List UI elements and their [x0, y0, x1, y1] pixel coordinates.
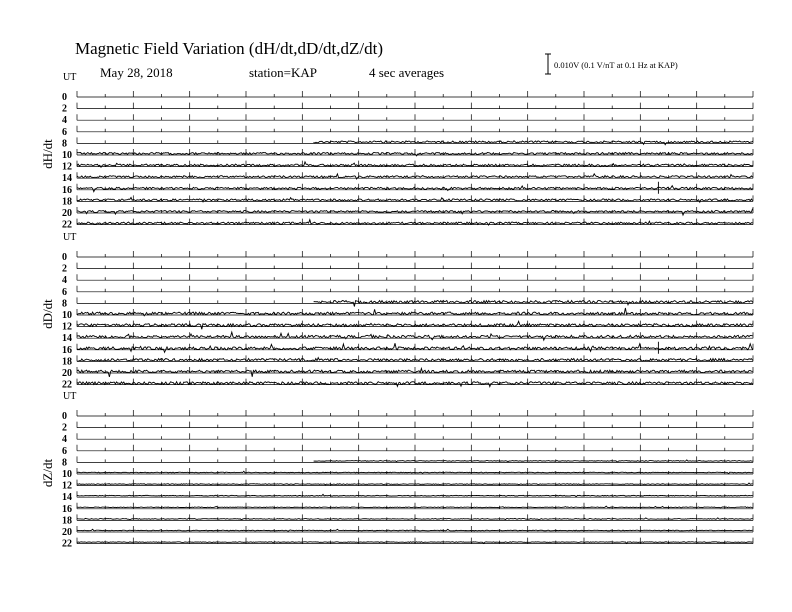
hour-label: 12: [62, 161, 72, 173]
hour-label: 22: [62, 219, 72, 231]
axis-line: [77, 367, 753, 373]
panel-1: [40, 72, 753, 231]
hour-label: 20: [62, 368, 72, 379]
axis-line: [77, 445, 753, 451]
axis-line: [77, 103, 753, 109]
hour-label: 4: [62, 434, 67, 446]
hour-label: 20: [62, 208, 72, 219]
scale-bar-label: 0.010V (0.1 V/nT at 0.1 Hz at KAP): [554, 60, 678, 70]
panels-group: [40, 72, 753, 550]
hour-label: 2: [62, 263, 67, 275]
hour-label: 20: [62, 527, 72, 538]
chart-date: May 28, 2018: [100, 65, 173, 80]
axis-line: [77, 468, 753, 474]
hour-label: 22: [62, 538, 72, 550]
hour-label: 8: [62, 298, 67, 310]
hour-label: 6: [62, 445, 67, 457]
ut-label: UT: [63, 232, 77, 243]
hour-label: 6: [62, 126, 67, 138]
axis-line: [77, 286, 753, 292]
panel-2: [40, 232, 753, 391]
hour-label: 2: [62, 422, 67, 434]
hour-label: 14: [62, 492, 72, 504]
hour-label: 10: [62, 469, 72, 480]
hour-label: 4: [62, 115, 67, 127]
axis-line: [77, 526, 753, 532]
axis-line: [77, 456, 753, 462]
panel-label: dH/dt: [40, 139, 55, 169]
axis-line: [77, 251, 753, 257]
hour-label: 4: [62, 275, 67, 287]
hour-label: 6: [62, 286, 67, 298]
axis-line: [77, 491, 753, 497]
hour-label: 18: [62, 515, 72, 527]
hour-label: 22: [62, 379, 72, 391]
data-trace: [314, 141, 753, 145]
axis-line: [77, 480, 753, 486]
axis-line: [77, 433, 753, 439]
hour-label: 16: [62, 184, 72, 196]
hour-label: 10: [62, 150, 72, 161]
hour-label: 0: [62, 92, 67, 103]
hour-label: 0: [62, 252, 67, 263]
ut-label: UT: [63, 391, 77, 402]
chart-title: Magnetic Field Variation (dH/dt,dD/dt,dZ/dt): [75, 39, 384, 58]
station-label: station=KAP: [249, 65, 318, 80]
axis-line: [77, 321, 753, 327]
hour-label: 14: [62, 333, 72, 345]
data-trace: [77, 342, 753, 354]
axis-line: [77, 263, 753, 269]
axis-line: [77, 126, 753, 132]
hour-label: 12: [62, 321, 72, 333]
scale-bar: [545, 54, 551, 74]
hour-label: 0: [62, 411, 67, 422]
hour-label: 8: [62, 457, 67, 469]
ut-label: UT: [63, 72, 77, 83]
axis-line: [77, 422, 753, 428]
hour-label: 14: [62, 173, 72, 185]
axis-line: [77, 114, 753, 120]
data-trace: [77, 182, 753, 194]
hour-label: 16: [62, 344, 72, 356]
axis-line: [77, 91, 753, 97]
axis-line: [77, 274, 753, 280]
axis-line: [77, 503, 753, 509]
axis-line: [77, 410, 753, 416]
panel-label: dD/dt: [40, 299, 55, 329]
hour-label: 18: [62, 196, 72, 208]
hour-label: 12: [62, 480, 72, 492]
hour-label: 16: [62, 503, 72, 515]
data-trace: [314, 460, 753, 462]
hour-label: 18: [62, 356, 72, 368]
hour-label: 10: [62, 310, 72, 321]
hour-label: 2: [62, 103, 67, 115]
hour-label: 8: [62, 138, 67, 150]
averaging-label: 4 sec averages: [369, 65, 445, 80]
axis-line: [77, 514, 753, 520]
panel-label: dZ/dt: [40, 458, 55, 488]
panel-3: [40, 391, 753, 550]
